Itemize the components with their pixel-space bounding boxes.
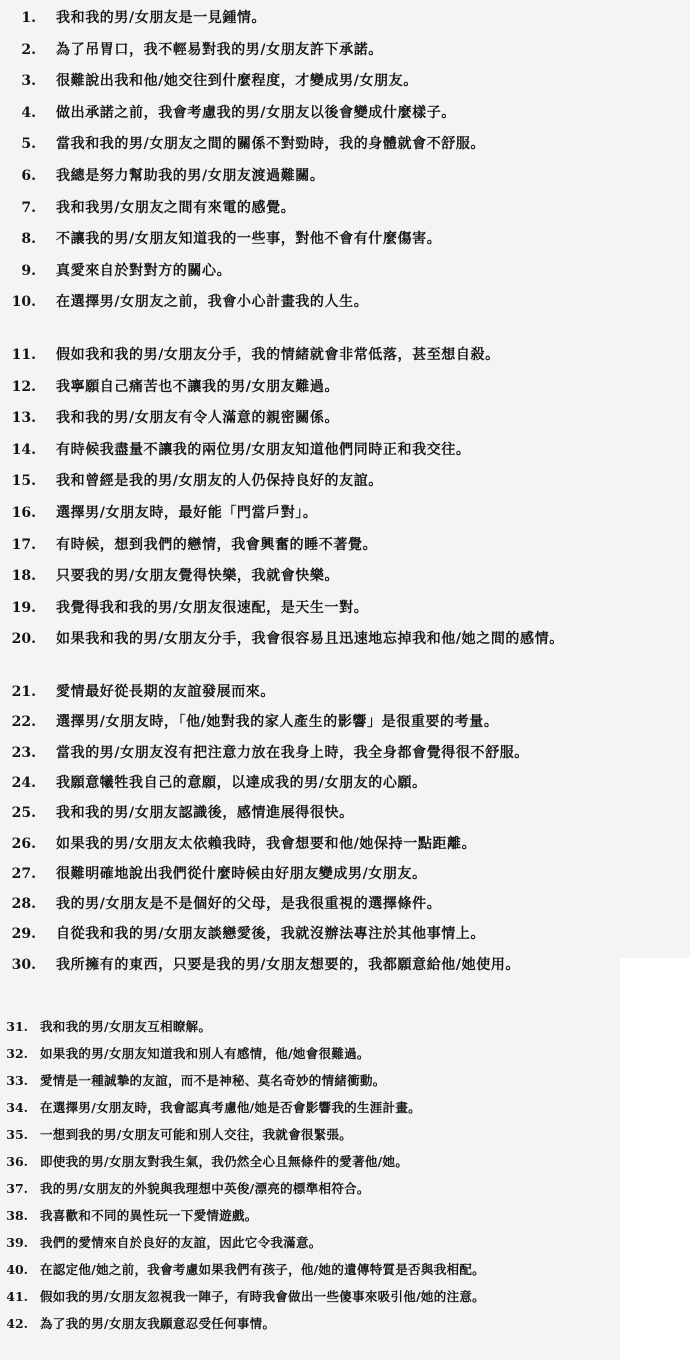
item-text: 我喜歡和不同的異性玩一下愛情遊戲。 [40, 1208, 258, 1223]
item-number: 28. [11, 896, 36, 913]
list-item [0, 406, 690, 430]
list-item [0, 1285, 690, 1309]
item-number: 36. [6, 1154, 28, 1169]
item-number: 3. [21, 73, 36, 90]
list-item [0, 101, 690, 125]
item-number: 32. [6, 1046, 28, 1061]
list-item [0, 1015, 690, 1039]
item-text: 選擇男/女朋友時，最好能「門當戶對」。 [56, 505, 318, 521]
item-number: 2. [21, 41, 36, 58]
list-item [0, 680, 690, 704]
item-text: 一想到我的男/女朋友可能和別人交往，我就會很緊張。 [40, 1127, 353, 1142]
list-item [0, 1231, 690, 1255]
list-item [0, 375, 690, 399]
list-item [0, 771, 690, 795]
list-item [0, 564, 690, 588]
item-text: 真愛來自於對對方的關心。 [56, 262, 232, 279]
list-item [0, 953, 690, 977]
item-number: 19. [11, 599, 36, 616]
list-item [0, 227, 690, 251]
item-text: 愛情最好從長期的友誼發展而來。 [56, 684, 275, 700]
list-item [0, 69, 690, 93]
item-number: 10. [11, 294, 36, 311]
list-item [0, 741, 690, 765]
list-item [0, 1312, 690, 1336]
item-text: 我願意犧牲我自己的意願，以達成我的男/女朋友的心願。 [56, 774, 427, 791]
item-text: 選擇男/女朋友時，「他/她對我的家人產生的影響」是很重要的考量。 [56, 714, 499, 731]
item-text: 即使我的男/女朋友對我生氣，我仍然全心且無條件的愛著他/她。 [40, 1154, 409, 1169]
item-number: 40. [6, 1262, 28, 1277]
item-number: 7. [21, 199, 36, 216]
item-text: 我和我的男/女朋友有令人滿意的親密關係。 [56, 410, 340, 427]
item-text: 愛情是一種誠摯的友誼，而不是神秘、莫名奇妙的情緒衝動。 [40, 1073, 386, 1088]
list-item [0, 1042, 690, 1066]
item-number: 34. [6, 1100, 28, 1115]
item-number: 27. [11, 865, 36, 882]
item-number: 26. [11, 835, 36, 852]
item-number: 41. [6, 1289, 28, 1304]
item-text: 我寧願自己痛苦也不讓我的男/女朋友難過。 [56, 378, 340, 395]
item-number: 42. [6, 1316, 28, 1331]
list-item [0, 501, 690, 525]
item-text: 有時候，想到我們的戀情，我會興奮的睡不著覺。 [56, 536, 378, 553]
item-text: 我和曾經是我的男/女朋友的人仍保持良好的友誼。 [56, 473, 383, 490]
item-text: 我所擁有的東西，只要是我的男/女朋友想要的，我都願意給他/她使用。 [56, 956, 521, 973]
list-item [0, 1177, 690, 1201]
item-number: 12. [11, 378, 36, 395]
item-number: 16. [11, 505, 36, 521]
list-item [0, 1204, 690, 1228]
list-item [0, 132, 690, 156]
item-text: 我總是努力幫助我的男/女朋友渡過難關。 [56, 168, 325, 184]
item-text: 在選擇男/女朋友時，我會認真考慮他/她是否會影響我的生涯計畫。 [40, 1100, 421, 1115]
list-item [0, 196, 690, 220]
item-text: 當我的男/女朋友沒有把注意力放在我身上時，我全身都會覺得很不舒服。 [56, 744, 529, 761]
list-item [0, 438, 690, 462]
item-number: 18. [11, 568, 36, 585]
list-item [0, 1069, 690, 1093]
item-text: 只要我的男/女朋友覺得快樂，我就會快樂。 [56, 568, 340, 585]
item-number: 11. [11, 347, 36, 363]
item-number: 5. [21, 136, 36, 153]
list-item [0, 1150, 690, 1174]
item-text: 我的男/女朋友是不是個好的父母，是我很重視的選擇條件。 [56, 896, 442, 913]
item-number: 13. [11, 410, 36, 427]
item-text: 假如我和我的男/女朋友分手，我的情緒就會非常低落，甚至想自殺。 [56, 347, 500, 363]
list-item [0, 627, 690, 651]
item-number: 31. [6, 1019, 28, 1034]
list-item [0, 596, 690, 620]
item-text: 不讓我的男/女朋友知道我的一些事，對他不會有什麼傷害。 [56, 231, 442, 248]
item-number: 39. [6, 1235, 28, 1250]
item-text: 我和我的男/女朋友互相瞭解。 [40, 1019, 212, 1034]
list-item [0, 290, 690, 314]
item-number: 25. [11, 805, 36, 822]
list-item [0, 6, 690, 30]
item-number: 9. [21, 262, 36, 279]
item-text: 如果我和我的男/女朋友分手，我會很容易且迅速地忘掉我和他/她之間的感情。 [56, 631, 564, 648]
item-number: 37. [6, 1181, 28, 1196]
item-text: 在選擇男/女朋友之前，我會小心計畫我的人生。 [56, 294, 369, 311]
list-item [0, 259, 690, 283]
item-text: 很難明確地說出我們從什麼時候由好朋友變成男/女朋友。 [56, 865, 427, 882]
item-text: 在認定他/她之前，我會考慮如果我們有孩子，他/她的遺傳特質是否與我相配。 [40, 1262, 485, 1277]
list-item [0, 38, 690, 62]
item-text: 很難說出我和他/她交往到什麼程度，才變成男/女朋友。 [56, 73, 418, 90]
item-text: 我的男/女朋友的外貌與我理想中英俊/漂亮的標準相符合。 [40, 1181, 370, 1196]
item-number: 23. [11, 744, 36, 761]
item-text: 我們的愛情來自於良好的友誼，因此它令我滿意。 [40, 1235, 322, 1250]
item-text: 當我和我的男/女朋友之間的關係不對勁時，我的身體就會不舒服。 [56, 136, 486, 153]
item-number: 6. [21, 168, 36, 184]
item-text: 我和我的男/女朋友是一見鍾情。 [56, 10, 267, 26]
list-item [0, 164, 690, 188]
item-text: 我和我男/女朋友之間有來電的感覺。 [56, 199, 296, 216]
item-text: 假如我的男/女朋友忽視我一陣子，有時我會做出一些傻事來吸引他/她的注意。 [40, 1289, 485, 1304]
list-item [0, 533, 690, 557]
list-item [0, 801, 690, 825]
item-number: 22. [11, 714, 36, 731]
list-item [0, 710, 690, 734]
list-item [0, 892, 690, 916]
item-text: 如果我的男/女朋友知道我和別人有感情，他/她會很難過。 [40, 1046, 370, 1061]
list-item [0, 343, 690, 367]
list-item [0, 469, 690, 493]
list-item [0, 832, 690, 856]
item-number: 33. [6, 1073, 28, 1088]
item-number: 8. [21, 231, 36, 248]
item-number: 1. [21, 10, 36, 26]
list-item [0, 922, 690, 946]
list-item [0, 1258, 690, 1282]
item-text: 我和我的男/女朋友認識後，感情進展得很快。 [56, 805, 354, 822]
list-item [0, 1096, 690, 1120]
item-text: 我覺得我和我的男/女朋友很速配，是天生一對。 [56, 599, 369, 616]
item-number: 24. [11, 774, 36, 791]
item-text: 有時候我盡量不讓我的兩位男/女朋友知道他們同時正和我交往。 [56, 441, 471, 458]
item-text: 為了我的男/女朋友我願意忍受任何事情。 [40, 1316, 276, 1331]
item-number: 30. [11, 956, 36, 973]
item-number: 4. [21, 104, 36, 121]
item-number: 35. [6, 1127, 28, 1142]
list-item [0, 862, 690, 886]
item-text: 如果我的男/女朋友太依賴我時，我會想要和他/她保持一點距離。 [56, 835, 477, 852]
item-number: 15. [11, 473, 36, 490]
item-text: 自從我和我的男/女朋友談戀愛後，我就沒辦法專注於其他事情上。 [56, 926, 486, 943]
item-number: 29. [11, 926, 36, 943]
item-number: 17. [11, 536, 36, 553]
list-item [0, 1123, 690, 1147]
item-text: 為了吊胃口，我不輕易對我的男/女朋友許下承諾。 [56, 41, 383, 58]
item-number: 20. [11, 631, 36, 648]
item-number: 38. [6, 1208, 28, 1223]
item-number: 14. [11, 441, 36, 458]
item-text: 做出承諾之前，我會考慮我的男/女朋友以後會變成什麼樣子。 [56, 104, 456, 121]
item-number: 21. [11, 684, 36, 700]
